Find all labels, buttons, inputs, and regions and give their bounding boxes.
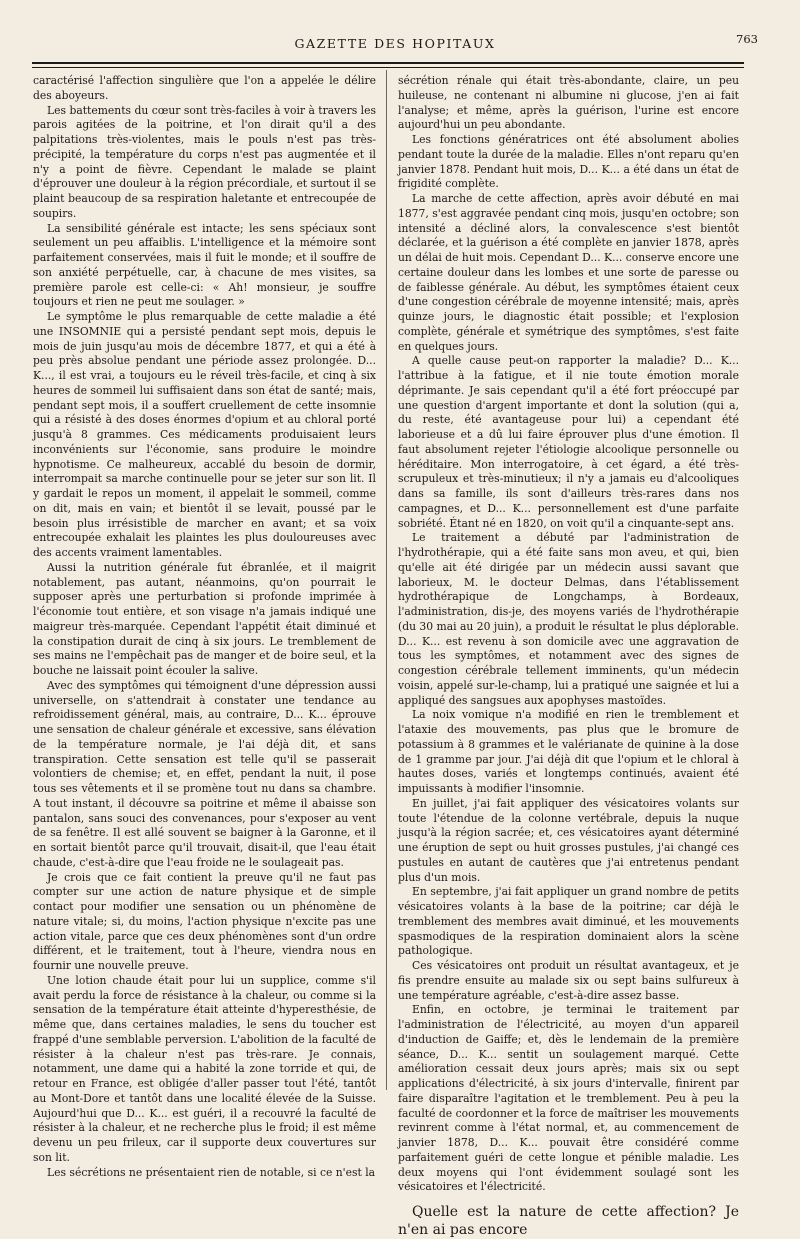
- paragraph: Avec des symptômes qui témoignent d'une dépression aussi universelle, on s'attendrait à constater une tendance au refroidissement général, mais, au contraire, D... K... éprouve une sensation de chaleur générale et excessive, sans élévation de la température normale, je l'ai déjà dit, et sans transpiration. Cette sensation est telle qu'il se passerait volontiers de chemise; et, en effet, pendant la nuit, il pose tous ses vêtements et il se promène tout nu dans sa chambre. A tout instant, il découvre sa poitrine et même il abaisse son pantalon, sans souci des convenances, pour s'exposer au vent de sa fenêtre. Il est allé souvent se baigner à la Garonne, et il en sortait bientôt parce qu'il trouvait, disait-il, que l'eau était chaude, c'est-à-dire que l'eau froide ne le soulageait pas.: [33, 678, 376, 869]
- paragraph: Les battements du cœur sont très-faciles à voir à travers les parois agitées de la poitrine, et l'on dirait qu'il a des palpitations très-violentes, mais le pouls n'est pas très-précipité, la température du corps n'est pas augmentée et il n'y a point de fièvre. Cependant le malade se plaint d'éprouver une douleur à la région précordiale, et surtout il se plaint beaucoup de sa respiration haletante et entrecoupée de soupirs.: [33, 103, 376, 220]
- paragraph: La marche de cette affection, après avoir débuté en mai 1877, s'est aggravée pendant cinq mois, jusqu'en octobre; son intensité a décliné alors, la convalescence s'est bientôt déclarée, et la guérison a été complète en janvier 1878, après un délai de huit mois. Cependant D... K... conserve encore une certaine douleur dans les lombes et une sorte de paresse ou de faiblesse générale. Au début, les symptômes étaient ceux d'une congestion cérébrale de moyenne intensité; mais, après quinze jours, le diagnostic était possible; et l'explosion complète, générale et symétrique des symptômes, s'est faite en quelques jours.: [398, 192, 739, 353]
- page-number: 763: [736, 32, 758, 46]
- paragraph: caractérisé l'affection singulière que l'on a appelée le délire des aboyeurs.: [33, 74, 376, 102]
- paragraph: En juillet, j'ai fait appliquer des vésicatoires volants sur toute l'étendue de la colonne vertébrale, depuis la nuque jusqu'à la région sacrée; et, ces vésicatoires ayant déterminé une éruption de sept ou huit grosses pustules, j'ai changé ces pustules en autant de cautères que j'ai entretenus pendant plus d'un mois.: [398, 796, 739, 884]
- paragraph: Le symptôme le plus remarquable de cette maladie a été une INSOMNIE qui a persisté pendant sept mois, depuis le mois de juin jusqu'au mois de décembre 1877, et qui a été à peu près absolue pendant une période assez prolongée. D... K..., il est vrai, a toujours eu le réveil très-facile, et cinq à six heures de sommeil lui suffisaient dans son état de santé; mais, pendant sept mois, il a souffert cruellement de cette insomnie qui a résisté à des doses énormes d'opium et au chloral porté jusqu'à 8 grammes. Ces médicaments produisaient leurs inconvénients sur l'économie, sans produire le moindre hypnotisme. Ce malheureux, accablé du besoin de dormir, interrompait sa marche continuelle pour se jeter sur son lit. Il y gardait le repos un moment, il appelait le sommeil, comme on dit, mais en vain; et bientôt il se levait, poussé par le besoin plus irrésistible de marcher en avant; et sa voix entrecoupée exhalait les plaintes les plus douloureuses avec des accents vraiment lamentables.: [33, 310, 376, 559]
- paragraph: Les fonctions génératrices ont été absolument abolies pendant toute la durée de la maladie. Elles n'ont reparu qu'en janvier 1878. Pendant huit mois, D... K... a été dans un état de frigidité complète.: [398, 133, 739, 191]
- left-column: [33, 74, 376, 1179]
- paragraph: En septembre, j'ai fait appliquer un grand nombre de petits vésicatoires volants à la base de la poitrine; car déjà le tremblement des membres avait diminué, et les mouvements spasmodiques de la respiration dominaient alors la scène pathologique.: [398, 885, 739, 958]
- paragraph: Les sécrétions ne présentaient rien de notable, si ce n'est la: [47, 1165, 376, 1179]
- paragraph: La noix vomique n'a modifié en rien le tremblement et l'ataxie des mouvements, pas plus que le bromure de potassium à 8 grammes et le valérianate de quinine à la dose de 1 gramme par jour. J'ai déjà dit que l'opium et le chloral à hautes doses, variés et longtemps continués, avaient été impuissants à modifier l'insomnie.: [398, 708, 739, 795]
- header-rule-thin: [32, 67, 744, 68]
- paragraph: Ces vésicatoires ont produit un résultat avantageux, et je fis prendre ensuite au malade six ou sept bains sulfureux à une température agréable, c'est-à-dire assez basse.: [398, 959, 739, 1002]
- paragraph: Une lotion chaude était pour lui un supplice, comme s'il avait perdu la force de résistance à la chaleur, ou comme si la sensation de la température était atteinte d'hyperesthésie, de même que, dans certaines maladies, le sens du toucher est frappé d'une semblable perversion. L'abolition de la faculté de résister à la chaleur n'est pas très-rare. Je connais, notamment, une dame qui a habité la zone torride et qui, de retour en France, est obligée d'aller passer tout l'été, tantôt au Mont-Dore et tantôt dans une localité élevée de la Suisse. Aujourd'hui que D... K... est guéri, il a recouvré la faculté de résister à la chaleur, et ne recherche plus le froid; il est même devenu un peu frileux, car il supporte deux couvertures sur son lit.: [33, 973, 376, 1164]
- paragraph: Quelle est la nature de cette affection? Je n'en ai pas encore: [398, 1204, 739, 1238]
- paragraph: sécrétion rénale qui était très-abondante, claire, un peu huileuse, ne contenant ni albumine ni glucose, j'en ai fait l'analyse; et même, après la guérison, l'urine est encore aujourd'hui un peu abondante.: [398, 74, 739, 132]
- running-title: GAZETTE DES HOPITAUX: [294, 36, 496, 51]
- paragraph: Le traitement a débuté par l'administration de l'hydrothérapie, qui a été faite sans mon aveu, et qui, bien qu'elle ait été dirigée par un médecin aussi savant que laborieux, M. le docteur Delmas, dans l'établissement hydrothérapique de Longchamps, à Bordeaux, l'administration, dis-je, des moyens variés de l'hydrothérapie (du 30 mai au 20 juin), a produit le résultat le plus déplorable. D... K... est revenu à son domicile avec une aggravation de tous les symptômes, et notamment avec des signes de congestion cérébrale tellement imminents, qu'un médecin voisin, appelé sur-le-champ, lui a pratiqué une saignée et lui a appliqué des sangsues aux apophyses mastoïdes.: [398, 531, 739, 707]
- page-header: [32, 30, 758, 60]
- paragraph: Je crois que ce fait contient la preuve qu'il ne faut pas compter sur une action de nature physique et de simple contact pour modifier une sensation ou un phénomène de nature vitale; si, du moins, l'action physique n'excite pas une action vitale, parce que ces deux phénomènes sont d'un ordre différent, et le traitement, tout à l'heure, viendra nous en fournir une nouvelle preuve.: [33, 870, 376, 972]
- paragraph: A quelle cause peut-on rapporter la maladie? D... K... l'attribue à la fatigue, et il nie toute émotion morale déprimante. Je sais cependant qu'il a été fort préoccupé par une question d'argent importante et dont la solution (qui a, du reste, été avantageuse pour lui) a cependant été laborieuse et a dû lui faire éprouver plus d'une émotion. Il faut absolument rejeter l'étiologie alcoolique personnelle ou héréditaire. Mon interrogatoire, à cet égard, a été très-scrupuleux et très-minutieux; il n'y a jamais eu d'alcooliques dans sa famille, ils sont d'ailleurs très-rares dans nos campagnes, et D... K... personnellement est d'une parfaite sobriété. Étant né en 1820, on voit qu'il a cinquante-sept ans.: [398, 354, 739, 530]
- right-column: [398, 74, 739, 1238]
- column-divider: [386, 70, 387, 1090]
- paragraph: Enfin, en octobre, je terminai le traitement par l'administration de l'électricité, au moyen d'un appareil d'induction de Gaiffe; et, dès le lendemain de la première séance, D... K... sentit un soulagement marqué. Cette amélioration cessait deux jours après; mais six ou sept applications d'électricité, à six jours d'intervalle, finirent par faire disparaître l'agitation et le tremblement. Peu à peu la faculté de coordonner et la force de maîtriser les mouvements revinrent comme à l'état normal, et, au commencement de janvier 1878, D... K... pouvait être considéré comme parfaitement guéri de cette longue et pénible maladie. Les deux moyens qui l'ont évidemment soulagé sont les vésicatoires et l'électricité.: [398, 1003, 739, 1194]
- header-rule: [32, 62, 744, 64]
- paragraph: Aussi la nutrition générale fut ébranlée, et il maigrit notablement, pas autant, néanmoins, qu'on pourrait le supposer après une perturbation si profonde imprimée à l'économie tout entière, et son visage n'a jamais indiqué une maigreur très-marquée. Cependant l'appétit était diminué et la constipation durait de cinq à six jours. Le tremblement de ses mains ne l'empêchait pas de manger et de boire seul, et la bouche ne laissait point écouler la salive.: [33, 560, 376, 677]
- paragraph: La sensibilité générale est intacte; les sens spéciaux sont seulement un peu affaiblis. L'intelligence et la mémoire sont parfaitement conservées, mais il fuit le monde; et il souffre de son anxiété perpétuelle, car, à chacune de mes visites, sa première parole est celle-ci: « Ah! monsieur, je souffre toujours et rien ne peut me soulager. »: [33, 221, 376, 309]
